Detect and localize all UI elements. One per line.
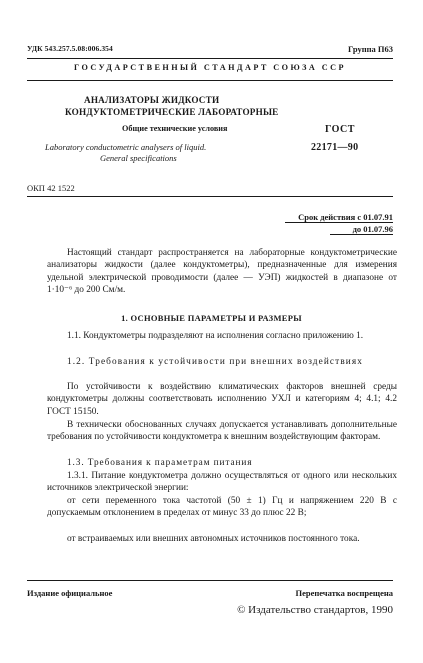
clause-1-3-1-text: 1.3.1. Питание кондуктометра должно осуществляться от одного или нескольких источников электрической энергии:: [47, 471, 397, 494]
clause-1-3-1-a-text: от сети переменного тока частотой (50 ± 1) Гц и напряжением 220 В с допускаемым отклонением в пределах от минус 33 до плюс 22 В;: [47, 496, 397, 519]
clause-1-2-body2-text: В технически обоснованных случаях допускается устанавливать дополнительные требования по устойчивости кондуктометра к внешним воздействующим факторам.: [47, 420, 397, 443]
gost-label: ГОСТ: [325, 124, 355, 135]
top-rule: [27, 58, 393, 59]
state-standard-heading: ГОСУДАРСТВЕННЫЙ СТАНДАРТ СОЮЗА ССР: [74, 63, 346, 72]
clause-1-1: [47, 330, 397, 342]
document-title-line2: КОНДУКТОМЕТРИЧЕСКИЕ ЛАБОРАТОРНЫЕ: [65, 107, 279, 117]
okp-rule: [27, 196, 393, 197]
english-title-line1: Laboratory conductometric analysers of liquid.: [45, 142, 207, 152]
footer-rule: [27, 580, 393, 581]
clause-1-2: [47, 356, 397, 368]
validity-rule-2: [330, 234, 393, 235]
clause-1-1-text: 1.1. Кондуктометры подразделяют на исполнения согласно приложению 1.: [67, 331, 364, 341]
document-title-line1: АНАЛИЗАТОРЫ ЖИДКОСТИ: [84, 95, 220, 105]
validity-to: до 01.07.96: [352, 224, 393, 234]
top-rule-2: [27, 80, 393, 81]
clause-1-3: [47, 457, 397, 469]
intro-text: Настоящий стандарт распространяется на лабораторные кондуктометрические анализаторы жидкости (далее кондуктометры), предназначенные для измерения удельной электрической проводимости (далее — УЭП) жидкостей в диапазоне от 1·10⁻⁶ до 200 См/м.: [47, 248, 397, 295]
section-heading: 1. ОСНОВНЫЕ ПАРАМЕТРЫ И РАЗМЕРЫ: [121, 313, 302, 323]
group-code: Группа П63: [347, 44, 393, 54]
reprint-notice: Перепечатка воспрещена: [295, 588, 393, 598]
clause-1-3-1-a: [47, 495, 397, 520]
clause-1-3-1-b: [47, 533, 397, 545]
clause-1-2-text: 1.2. Требования к устойчивости при внешних воздействиях: [67, 357, 364, 367]
document-subtitle: Общие технические условия: [122, 124, 228, 133]
edition-label: Издание официальное: [27, 588, 113, 598]
okp-code: ОКП 42 1522: [27, 183, 75, 193]
clause-1-3-text: 1.3. Требования к параметрам питания: [67, 458, 253, 468]
clause-1-3-1-b-text: от встраиваемых или внешних автономных источников постоянного тока.: [67, 534, 360, 544]
clause-1-3-1: [47, 470, 397, 495]
english-title-line2: General specifications: [100, 153, 177, 163]
validity-rule: [285, 222, 393, 223]
validity-from: Срок действия с 01.07.91: [298, 212, 393, 222]
intro-paragraph: [47, 247, 397, 296]
clause-1-2-body2: [47, 419, 397, 444]
gost-number: 22171—90: [311, 142, 359, 153]
clause-1-2-body-text: По устойчивости к воздействию климатических факторов внешней среды кондуктометры должны соответствовать исполнению УХЛ и категориям 4; 4.1; 4.2 ГОСТ 15150.: [47, 382, 397, 417]
copyright-line: © Издательство стандартов, 1990: [237, 604, 393, 616]
clause-1-2-body: [47, 381, 397, 418]
udk-code: УДК 543.257.5.08:006.354: [27, 44, 113, 53]
